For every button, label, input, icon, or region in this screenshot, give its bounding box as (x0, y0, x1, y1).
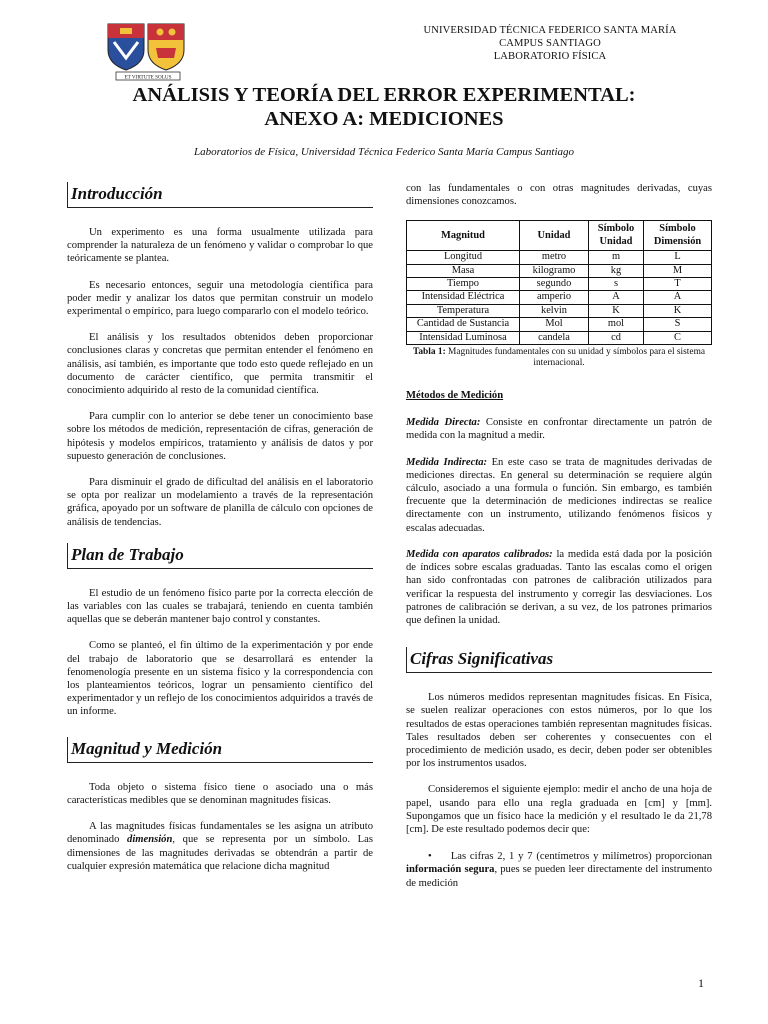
paragraph-medida-indirecta (406, 456, 712, 535)
bullet-item (406, 850, 712, 890)
table-cell: Tiempo (407, 278, 520, 291)
emphasis-informacion-segura: información segura (406, 864, 495, 876)
caption-label: Tabla 1: (412, 347, 446, 358)
table-cell: Longitud (407, 251, 520, 264)
term-label: Medida con aparatos calibrados: (406, 548, 553, 560)
paragraph: Para disminuir el grado de dificultad del análisis en el laboratorio se opta por realizar un modelamiento a través de la representación gráfica, apoyado por un software de planilla de cálculo con opciones de análisis de tendencias. (67, 477, 373, 528)
campus-name: CAMPUS SANTIAGO (499, 38, 601, 49)
paragraph (67, 820, 373, 873)
paragraph: Toda objeto o sistema físico tiene o asociado una o más características medibles que se denominan magnitudes físicas. (67, 781, 373, 806)
paragraph: Como se planteó, el fin último de la experimentación y por ende del trabajo de laboratorio que se desarrollará es entender la fenomenología presente en un sistema físico y la correspondencia con los planteamientos teóricos, lograr un pensamiento científico del experimentador y un reflejo de los conocimientos adquiridos a través de un informe. (67, 640, 373, 718)
table-cell: m (589, 251, 644, 264)
table-cell: Intensidad Eléctrica (407, 291, 520, 304)
paragraph: El análisis y los resultados obtenidos deben proporcionar conclusiones claras y concretas que permitan entender el fenómeno en análisis, así también, es importante que todo esto quede reflejado en un documento de carácter científico, que permita transmitir el conocimiento adquirido al resto de la comunidad científica. (67, 332, 373, 397)
table-row (407, 291, 712, 304)
table-header-cell: Unidad (520, 221, 589, 251)
table-header-cell: Símbolo Dimensión (644, 221, 712, 251)
text-run: A las magnitudes físicas fundamentales se les asigna un atributo denominado (67, 821, 373, 846)
section-heading-cifras-significativas: Cifras Significativas (406, 647, 712, 673)
institution-header (400, 24, 700, 63)
table-header-cell: Magnitud (407, 221, 520, 251)
paragraph: Un experimento es una forma usualmente utilizada para comprender la naturaleza de un fenómeno y validar o comprobar lo que teóricamente se plantea. (67, 227, 373, 265)
table-cell: L (644, 251, 712, 264)
text-run: Las cifras 2, 1 y 7 (centímetros y milímetros) proporcionan (450, 851, 712, 863)
document-title-line-2: ANEXO A: MEDICIONES (264, 108, 504, 130)
university-seal (104, 20, 192, 82)
bullet-icon: • (428, 851, 451, 863)
paragraph: Los números medidos representan magnitudes físicas. En Física, se suelen realizar operaciones con estos números, por lo que los resultados de estas operaciones también representan magnitudes físicas. Tales resultados deben ser coherentes y consecuentes con el procedimiento de medición usado, es decir, deben poder ser obtenibles por los instrumentos usados. (406, 692, 712, 770)
table-row (407, 318, 712, 331)
table-row (407, 251, 712, 264)
table-cell: K (644, 304, 712, 317)
lab-name: LABORATORIO FÍSICA (493, 51, 607, 62)
magnitudes-table (406, 220, 712, 345)
table-header-cell: Símbolo Unidad (589, 221, 644, 251)
seal-motto: ET VIRTUTE SOLUS (124, 74, 172, 81)
text-run: la medida está dada por la posición de índices sobre escalas graduadas. Tanto las escalas como el origen han sido confrontadas con patrones de calibración utilizados para verificar la respuesta del instrumento y corregir las desviaciones. Los patrones de calibración se derivan, a su vez, de los patrones primarios que definen la unidad. (406, 548, 713, 626)
table-cell: Masa (407, 264, 520, 277)
table-cell: candela (520, 331, 589, 344)
paragraph-medida-directa (406, 416, 712, 442)
table-cell: cd (589, 331, 644, 344)
table-cell: C (644, 331, 712, 344)
text-run: , que se representa por un símbolo. Las dimensiones de las magnitudes derivadas se obtendrán a partir de cualquier expresión matemática que relacione dicha magnitud (67, 834, 373, 872)
table-cell: Cantidad de Sustancia (407, 318, 520, 331)
table-cell: Mol (520, 318, 589, 331)
paragraph: Es necesario entonces, seguir una metodología científica para poder medir y analizar los datos que permitan construir un modelo experimental o empírico, para luego compararlo con el modelo teórico. (67, 279, 373, 318)
table-cell: K (589, 304, 644, 317)
text-run: , pues se pueden leer directamente del instrumento de medición (406, 864, 712, 889)
table-caption (406, 347, 712, 369)
document-title-line-1: ANÁLISIS Y TEORÍA DEL ERROR EXPERIMENTAL: (132, 84, 636, 106)
caption-text: Magnitudes fundamentales con su unidad y símbolos para el sistema internacional. (445, 347, 706, 369)
paragraph: Para cumplir con lo anterior se debe tener un conocimiento base sobre los métodos de medición, representación de cifras, generación de hipótesis y modelos empíricos, tratamiento y análisis de datos y por supuesto generación de conclusiones. (67, 411, 373, 462)
table-cell: mol (589, 318, 644, 331)
paragraph-medida-calibrados (406, 548, 712, 627)
table-row (407, 304, 712, 317)
left-column (67, 182, 373, 886)
page-number: 1 (698, 976, 704, 990)
text-run: En este caso se trata de magnitudes derivadas de mediciones directas. En general su determinación se requiere algún cálculo, asociado a una formula o función. Sin embargo, es también frecuente que la determinación de mediciones indirectas se realice directamente con un instrumento, utilizando fenómenos físicos y escalas adecuadas. (406, 456, 712, 534)
table-cell: Intensidad Luminosa (407, 331, 520, 344)
paragraph-continuation: con las fundamentales o con otras magnitudes derivadas, cuyas dimensiones conozcamos. (406, 183, 712, 208)
table-row (407, 331, 712, 344)
table-cell: amperio (520, 291, 589, 304)
emphasis-dimension: dimensión (127, 834, 173, 846)
table-header-row (407, 221, 712, 251)
table-cell: Temperatura (407, 304, 520, 317)
document-subtitle: Laboratorios de Física, Universidad Técnica Federico Santa María Campus Santiago (193, 146, 575, 158)
university-name: UNIVERSIDAD TÉCNICA FEDERICO SANTA MARÍA (423, 25, 677, 36)
term-label: Medida Indirecta: (406, 456, 488, 468)
table-cell: kelvin (520, 304, 589, 317)
table-row (407, 264, 712, 277)
section-heading-magnitud-y-medicion: Magnitud y Medición (67, 737, 373, 763)
paragraph: El estudio de un fenómeno físico parte por la correcta elección de las variables con las cuales se trabajará, teniendo en cuenta también aquellas que se deberán mantener bajo control y constantes. (67, 587, 373, 626)
section-heading-plan-de-trabajo: Plan de Trabajo (67, 543, 373, 569)
right-column (406, 182, 712, 890)
table-cell: segundo (520, 278, 589, 291)
table-cell: M (644, 264, 712, 277)
section-heading-introduccion: Introducción (67, 182, 373, 208)
table-cell: metro (520, 251, 589, 264)
text-run: Consiste en confrontar directamente un patrón de medida con la magnitud a medir. (406, 417, 712, 442)
table-cell: kg (589, 264, 644, 277)
table-row (407, 278, 712, 291)
paragraph: Consideremos el siguiente ejemplo: medir el ancho de una hoja de papel, usando para ello una regla graduada en [cm] y [mm]. Supongamos que un físico hace la medición y el resultado le da 21,78 [cm]. De este resultado podemos decir que: (406, 784, 712, 835)
term-label: Medida Directa: (406, 417, 481, 429)
table-cell: kilogramo (520, 264, 589, 277)
subheading-metodos-de-medicion: Métodos de Medición (406, 390, 504, 402)
table-cell: T (644, 278, 712, 291)
table-cell: A (644, 291, 712, 304)
table-cell: S (644, 318, 712, 331)
table-cell: A (589, 291, 644, 304)
table-cell: s (589, 278, 644, 291)
